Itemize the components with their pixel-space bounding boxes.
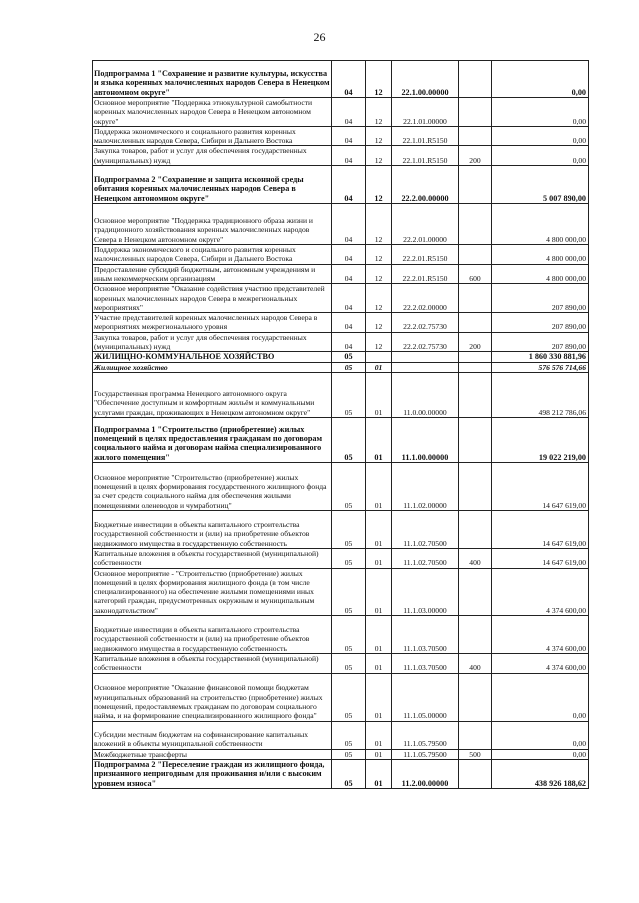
table-row [93,264,589,284]
table-row [93,654,589,674]
section-code-cell: 04 [332,332,366,352]
subsection-code-cell: 12 [366,61,392,98]
section-code-cell: 05 [332,759,366,788]
subsection-code-cell: 12 [366,284,392,313]
target-article-cell: 22.2.02.00000 [392,284,459,313]
amount-cell: 4 800 000,00 [492,264,589,284]
section-code-cell: 04 [332,166,366,204]
subsection-code-cell: 01 [366,673,392,721]
table-row [93,166,589,204]
expense-type-cell [459,61,492,98]
table-row [93,146,589,166]
subsection-code-cell: 12 [366,332,392,352]
amount-cell: 19 022 219,00 [492,417,589,462]
target-article-cell: 11.1.05.00000 [392,673,459,721]
page-number: 26 [313,30,326,44]
target-article-cell: 11.1.03.70500 [392,654,459,674]
target-article-cell: 11.1.05.79500 [392,721,459,749]
subsection-code-cell: 12 [366,264,392,284]
expense-type-cell [459,673,492,721]
expense-type-cell [459,166,492,204]
target-article-cell: 22.2.02.75730 [392,332,459,352]
budget-table [92,60,589,789]
target-article-cell: 11.1.05.79500 [392,749,459,759]
target-article-cell [392,352,459,362]
amount-cell: 438 926 188,62 [492,759,589,788]
table-row [93,284,589,313]
table-row [93,313,589,333]
subsection-code-cell [366,352,392,362]
expense-type-cell [459,568,492,615]
subsection-code-cell: 01 [366,759,392,788]
target-article-cell: 11.1.00.00000 [392,417,459,462]
table-row [93,462,589,510]
row-name-cell: Бюджетные инвестиции в объекты капитального строительства государственной собственности и (или) на приобретение объектов недвижимого имущества в государственную собственность [93,616,332,654]
row-name-cell: Основное мероприятие - "Строительство (приобретение) жилых помещений в целях формирования жилищного фонда (в том числе специализированного) на обеспечение жилыми помещениями иных категорий граждан, предусмотренных окружным и муниципальным законодательством" [93,568,332,615]
section-code-cell: 05 [332,417,366,462]
target-article-cell: 11.1.02.70500 [392,548,459,568]
amount-cell: 0,00 [492,98,589,127]
target-article-cell [392,362,459,372]
subsection-code-cell: 01 [366,616,392,654]
expense-type-cell: 400 [459,548,492,568]
amount-cell: 1 860 330 881,96 [492,352,589,362]
expense-type-cell: 600 [459,264,492,284]
amount-cell: 498 212 786,06 [492,372,589,417]
amount-cell: 0,00 [492,673,589,721]
target-article-cell: 11.0.00.00000 [392,372,459,417]
table-row [93,510,589,548]
section-code-cell: 05 [332,372,366,417]
row-name-cell: Поддержка экономического и социального развития коренных малочисленных народов Севера, Сибири и Дальнего Востока [93,245,332,265]
table-row [93,372,589,417]
subsection-code-cell: 12 [366,98,392,127]
amount-cell: 4 374 600,00 [492,568,589,615]
row-name-cell: Подпрограмма 2 "Сохранение и защита исконной среды обитания коренных малочисленных народов Севера в Ненецком автономном округе" [93,166,332,204]
section-code-cell: 05 [332,352,366,362]
row-name-cell: Основное мероприятие "Поддержка этнокультурной самобытности коренных малочисленных народов Севера в Ненецком автономном округе" [93,98,332,127]
section-code-cell: 05 [332,749,366,759]
section-code-cell: 05 [332,462,366,510]
target-article-cell: 22.1.01.R5150 [392,126,459,146]
expense-type-cell [459,204,492,245]
subsection-code-cell: 01 [366,654,392,674]
expense-type-cell: 200 [459,332,492,352]
target-article-cell: 22.1.01.00000 [392,98,459,127]
target-article-cell: 11.1.02.70500 [392,510,459,548]
target-article-cell: 22.2.01.00000 [392,204,459,245]
target-article-cell: 22.1.00.00000 [392,61,459,98]
expense-type-cell [459,616,492,654]
table-row [93,61,589,98]
target-article-cell: 22.2.00.00000 [392,166,459,204]
section-code-cell: 05 [332,568,366,615]
section-code-cell: 05 [332,654,366,674]
table-row [93,204,589,245]
section-code-cell: 05 [332,510,366,548]
target-article-cell: 22.1.01.R5150 [392,146,459,166]
section-code-cell: 04 [332,204,366,245]
section-code-cell: 04 [332,146,366,166]
row-name-cell: Подпрограмма 1 "Сохранение и развитие культуры, искусства и языка коренных малочисленных народов Севера в Ненецком автономном округе" [93,61,332,98]
subsection-code-cell: 12 [366,166,392,204]
amount-cell: 207 890,00 [492,313,589,333]
subsection-code-cell: 12 [366,204,392,245]
section-code-cell: 04 [332,61,366,98]
row-name-cell: Жилищное хозяйство [93,362,332,372]
subsection-code-cell: 12 [366,245,392,265]
row-name-cell: Подпрограмма 1 "Строительство (приобретение) жилых помещений в целях предоставления гражданам по договорам социального найма и договорам найма специализированного жилого помещения" [93,417,332,462]
row-name-cell: Закупка товаров, работ и услуг для обеспечения государственных (муниципальных) нужд [93,146,332,166]
row-name-cell: Капитальные вложения в объекты государственной (муниципальной) собственности [93,654,332,674]
subsection-code-cell: 12 [366,126,392,146]
target-article-cell: 11.1.03.70500 [392,616,459,654]
amount-cell: 4 374 600,00 [492,616,589,654]
table-row [93,126,589,146]
expense-type-cell [459,462,492,510]
subsection-code-cell: 01 [366,568,392,615]
amount-cell: 5 007 890,00 [492,166,589,204]
subsection-code-cell: 12 [366,146,392,166]
table-row [93,568,589,615]
target-article-cell: 11.1.02.00000 [392,462,459,510]
target-article-cell: 11.2.00.00000 [392,759,459,788]
table-row [93,332,589,352]
expense-type-cell [459,372,492,417]
section-code-cell: 04 [332,98,366,127]
row-name-cell: Капитальные вложения в объекты государственной (муниципальной) собственности [93,548,332,568]
subsection-code-cell: 01 [366,362,392,372]
expense-type-cell [459,759,492,788]
row-name-cell: Подпрограмма 2 "Переселение граждан из жилищного фонда, признанного непригодным для проживания и/или с высоким уровнем износа" [93,759,332,788]
target-article-cell: 22.2.01.R5150 [392,245,459,265]
subsection-code-cell: 01 [366,510,392,548]
section-code-cell: 04 [332,284,366,313]
table-row [93,548,589,568]
expense-type-cell [459,245,492,265]
row-name-cell: Межбюджетные трансферты [93,749,332,759]
table-row [93,98,589,127]
row-name-cell: Поддержка экономического и социального развития коренных малочисленных народов Севера, Сибири и Дальнего Востока [93,126,332,146]
row-name-cell: Основное мероприятие "Поддержка традиционного образа жизни и традиционного хозяйствования коренных малочисленных народов Севера в Ненецком автономном округе" [93,204,332,245]
subsection-code-cell: 01 [366,548,392,568]
row-name-cell: Основное мероприятие "Строительство (приобретение) жилых помещений в целях формирования государственного жилищного фонда за счет средств социального найма для обеспечения жилыми помещениями оленеводов и чумработниц" [93,462,332,510]
subsection-code-cell: 12 [366,313,392,333]
table-row [93,352,589,362]
expense-type-cell [459,721,492,749]
expense-type-cell: 400 [459,654,492,674]
amount-cell: 0,00 [492,126,589,146]
amount-cell: 207 890,00 [492,332,589,352]
expense-type-cell [459,284,492,313]
table-row [93,362,589,372]
budget-table-body [93,61,589,789]
section-code-cell: 05 [332,721,366,749]
expense-type-cell: 200 [459,146,492,166]
row-name-cell: Закупка товаров, работ и услуг для обеспечения государственных (муниципальных) нужд [93,332,332,352]
section-code-cell: 04 [332,126,366,146]
subsection-code-cell: 01 [366,462,392,510]
table-row [93,616,589,654]
expense-type-cell [459,313,492,333]
amount-cell: 14 647 619,00 [492,462,589,510]
row-name-cell: Предоставление субсидий бюджетным, автономным учреждениям и иным некоммерческим организациям [93,264,332,284]
amount-cell: 207 890,00 [492,284,589,313]
row-name-cell: ЖИЛИЩНО-КОММУНАЛЬНОЕ ХОЗЯЙСТВО [93,352,332,362]
row-name-cell: Субсидии местным бюджетам на софинансирование капитальных вложений в объекты муниципальной собственности [93,721,332,749]
section-code-cell: 05 [332,362,366,372]
row-name-cell: Основное мероприятие "Оказание содействия участию представителей коренных малочисленных народов Севера в межрегиональных мероприятиях" [93,284,332,313]
section-code-cell: 05 [332,548,366,568]
expense-type-cell [459,126,492,146]
section-code-cell: 04 [332,264,366,284]
expense-type-cell [459,352,492,362]
target-article-cell: 22.2.01.R5150 [392,264,459,284]
table-row [93,759,589,788]
amount-cell: 4 374 600,00 [492,654,589,674]
amount-cell: 0,00 [492,61,589,98]
table-row [93,673,589,721]
section-code-cell: 05 [332,616,366,654]
table-row [93,245,589,265]
subsection-code-cell: 01 [366,417,392,462]
amount-cell: 14 647 619,00 [492,548,589,568]
target-article-cell: 11.1.03.00000 [392,568,459,615]
amount-cell: 4 800 000,00 [492,204,589,245]
row-name-cell: Участие представителей коренных малочисленных народов Севера в мероприятиях межрегионального уровня [93,313,332,333]
section-code-cell: 04 [332,245,366,265]
amount-cell: 0,00 [492,146,589,166]
subsection-code-cell: 01 [366,721,392,749]
row-name-cell: Основное мероприятие "Оказание финансовой помощи бюджетам муниципальных образований на строительство (приобретение) жилых помещений, предоставляемых гражданам по договорам социального найма, и на формирование специализированного жилищного фонда" [93,673,332,721]
expense-type-cell [459,417,492,462]
amount-cell: 0,00 [492,749,589,759]
subsection-code-cell: 01 [366,749,392,759]
row-name-cell: Государственная программа Ненецкого автономного округа "Обеспечение доступным и комфортным жильём и коммунальными услугами граждан, проживающих в Ненецком автономном округе" [93,372,332,417]
section-code-cell: 04 [332,313,366,333]
subsection-code-cell: 01 [366,372,392,417]
section-code-cell: 05 [332,673,366,721]
table-row [93,417,589,462]
expense-type-cell [459,510,492,548]
amount-cell: 0,00 [492,721,589,749]
expense-type-cell [459,98,492,127]
table-row [93,721,589,749]
amount-cell: 4 800 000,00 [492,245,589,265]
target-article-cell: 22.2.02.75730 [392,313,459,333]
row-name-cell: Бюджетные инвестиции в объекты капитального строительства государственной собственности и (или) на приобретение объектов недвижимого имущества в государственную собственность [93,510,332,548]
expense-type-cell [459,362,492,372]
table-row [93,749,589,759]
amount-cell: 576 576 714,66 [492,362,589,372]
expense-type-cell: 500 [459,749,492,759]
amount-cell: 14 647 619,00 [492,510,589,548]
